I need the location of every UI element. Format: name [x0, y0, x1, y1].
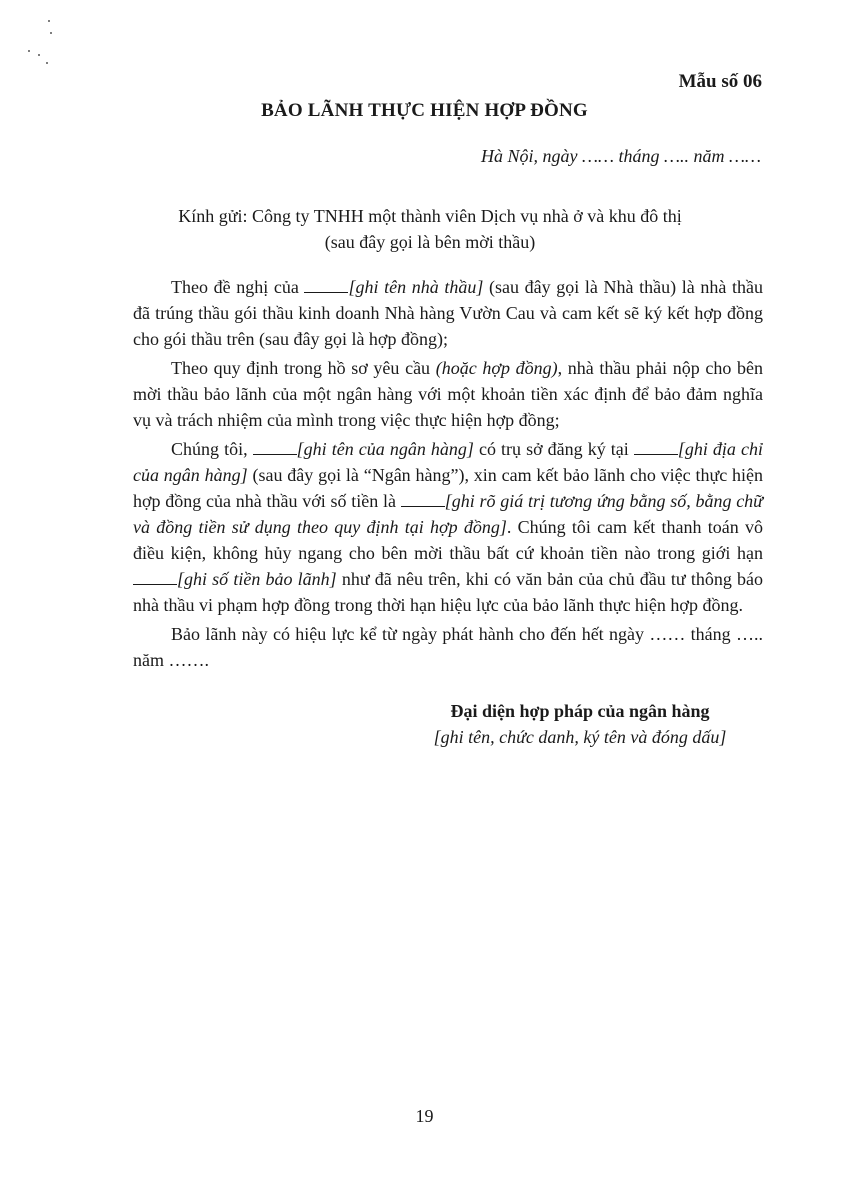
text-segment: , nhà thầu phải nộp cho bên mời thầu bảo lãnh của một ngân hàng với một khoản tiền xác định để bảo đảm nghĩa vụ và trách nhiệm của mình trong việc thực hiện hợp đồng; — [133, 358, 763, 430]
text-segment: có trụ sở đăng ký tại — [473, 439, 634, 459]
recipient-line: Kính gửi: Công ty TNHH một thành viên Dịch vụ nhà ở và khu đô thị — [178, 206, 682, 226]
fill-in-blank — [133, 570, 177, 585]
text-segment: như đã nêu trên, khi có văn bản của chủ đầu tư thông báo nhà thầu vi phạm hợp đồng trong thời hạn hiệu lực của bảo lãnh thực hiện hợp đồng. — [133, 569, 763, 615]
scan-specks — [28, 18, 58, 78]
recipient-block — [130, 203, 730, 255]
placeholder-text: [ghi rõ giá trị tương ứng bằng số, bằng chữ và đồng tiền sử dụng theo quy định tại hợp đồng] — [133, 491, 763, 537]
text-segment: Bảo lãnh này có hiệu lực kể từ ngày phát hành cho đến hết ngày …… tháng ….. năm ……. — [133, 624, 763, 670]
signature-block — [410, 698, 750, 750]
recipient-note: (sau đây gọi là bên mời thầu) — [324, 232, 536, 252]
text-segment: (sau đây gọi là Nhà thầu) là nhà thầu đã trúng thầu gói thầu kinh doanh Nhà hàng Vườn Cau và cam kết sẽ ký kết hợp đồng cho gói thầu trên (sau đây gọi là hợp đồng); — [133, 277, 763, 349]
paragraph-contractor-request — [133, 274, 763, 352]
text-segment: Theo quy định trong hồ sơ yêu cầu — [171, 358, 436, 378]
signatory-role: Đại diện hợp pháp của ngân hàng — [450, 701, 710, 721]
form-number: Mẫu số 06 — [678, 71, 762, 92]
fill-in-blank — [634, 440, 678, 455]
placeholder-text: [ghi tên của ngân hàng] — [296, 439, 474, 459]
text-segment: (sau đây gọi là “Ngân hàng”), xin cam kết bảo lãnh cho việc thực hiện hợp đồng của nhà thầu với số tiền là — [133, 465, 763, 511]
text-segment: . Chúng tôi cam kết thanh toán vô điều kiện, không hủy ngang cho bên mời thầu bất cứ khoản tiền nào trong giới hạn — [133, 517, 763, 563]
signatory-instructions: [ghi tên, chức danh, ký tên và đóng dấu] — [433, 727, 727, 747]
placeholder-text: [ghi tên nhà thầu] — [348, 277, 484, 297]
text-segment: Chúng tôi, — [171, 439, 253, 459]
placeholder-text: (hoặc hợp đồng) — [435, 358, 558, 378]
place-date: Hà Nội, ngày …… tháng ….. năm …… — [480, 146, 761, 166]
placeholder-text: [ghi số tiền bảo lãnh] — [177, 569, 337, 589]
paragraph-validity — [133, 621, 763, 673]
document-body — [133, 274, 763, 676]
placeholder-text: [ghi địa chỉ của ngân hàng] — [133, 439, 763, 485]
fill-in-blank — [253, 440, 297, 455]
paragraph-bank-commitment — [133, 436, 763, 618]
document-title: BẢO LÃNH THỰC HIỆN HỢP ĐỒNG — [261, 100, 588, 121]
fill-in-blank — [304, 278, 348, 293]
text-segment: Theo đề nghị của — [171, 277, 305, 297]
page-number: 19 — [415, 1106, 434, 1126]
fill-in-blank — [401, 492, 445, 507]
paragraph-requirement — [133, 355, 763, 433]
